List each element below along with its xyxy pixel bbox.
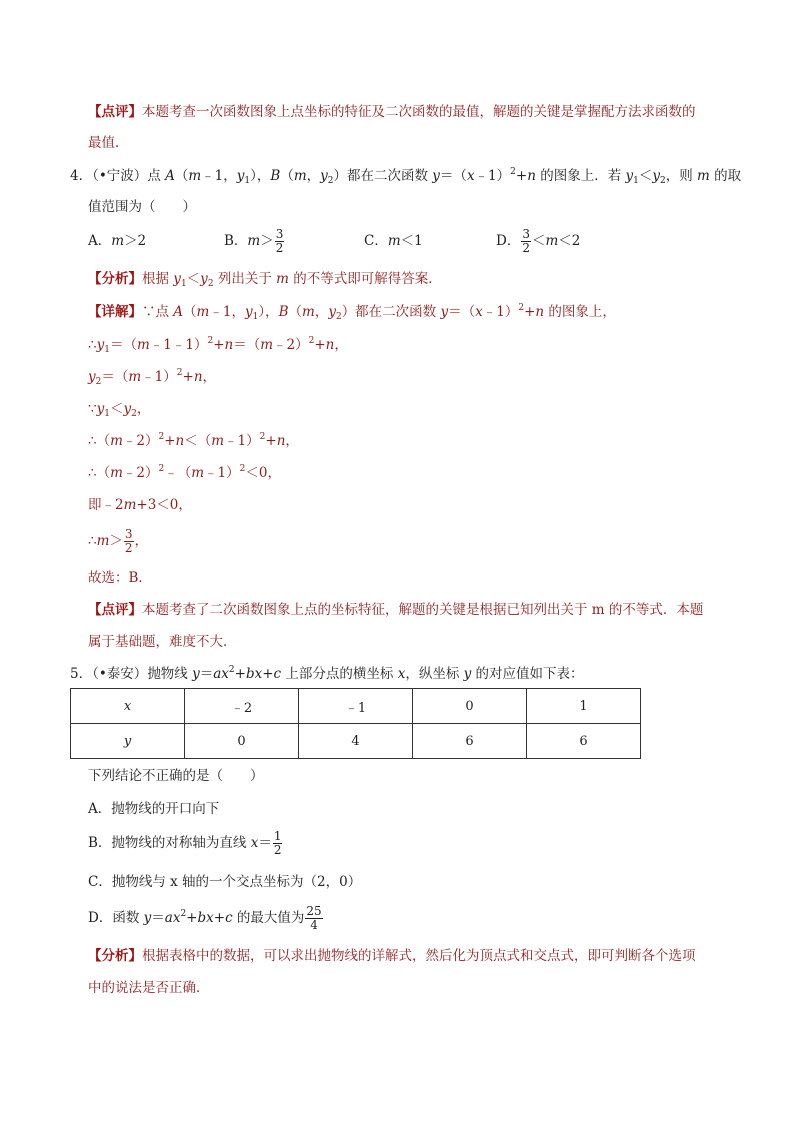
q4-option-b: B．m＞ $\frac{3}{2}$ — [224, 227, 284, 255]
q4-detail-line-6: ∴（m﹣2）$^2$﹣（m﹣1）$^2$＜0， — [88, 464, 281, 481]
table-cell: 1 — [527, 689, 641, 724]
q4-analysis: 【分析】根据 $y_1<y_2$ 列出关于 m 的不等式即可解得答案． — [88, 271, 442, 289]
comment-line-2: 最值． — [88, 135, 129, 151]
q5-option-a: A．抛物线的开口向下 — [88, 801, 220, 817]
q4-option-d: D． $\frac{3}{2}$ ＜m＜2 — [496, 227, 581, 255]
q4-detail-line-2: $\therefore y_1=(m﹣1﹣1)^2+n=(m﹣2)^2+n$， — [88, 336, 348, 355]
q4-stem-line-1: 4．（•宁波）点 A（m﹣1，$y_1$），B（m，$y_2$）都在二次函数 y＝（x﹣1）$^2$+n 的图象上．若 $y_1<y_2$，则 m 的取 — [70, 167, 742, 186]
table-cell: ﹣1 — [299, 689, 413, 724]
table-header-y: y — [71, 724, 185, 759]
q4-detail-line-8: ∴m＞ $\frac{3}{2}$ ， — [88, 527, 149, 555]
q5-analysis-line-2: 中的说法是否正确． — [88, 980, 210, 996]
q4-detail-line-3: $y_2=(m﹣1)^2+n$， — [88, 368, 217, 387]
q4-answer: 故选：B． — [88, 570, 152, 586]
table-row — [71, 724, 641, 759]
q4-detail-line-5: ∴（m﹣2）$^2$+n＜（m﹣1）$^2$+n， — [88, 432, 299, 449]
q4-detail-line-7: 即﹣2m+3＜0， — [88, 497, 192, 513]
q5-option-d: D．函数 $y=ax^2+bx+c$ 的最大值为 $\frac{25}{4}$ — [88, 904, 322, 932]
q5-option-c: C．抛物线与 x 轴的一个交点坐标为（2，0） — [88, 874, 362, 890]
q5-prompt: 下列结论不正确的是（ ） — [88, 768, 264, 784]
q4-option-c: C．m＜1 — [364, 233, 423, 249]
comment-line-1: 【点评】本题考查一次函数图象上点坐标的特征及二次函数的最值，解题的关键是掌握配方法求函数的 — [88, 104, 696, 120]
table-cell: ﹣2 — [185, 689, 299, 724]
table-cell: 4 — [299, 724, 413, 759]
table-row — [71, 689, 641, 724]
q4-detail-line-4: $\because y_1<y_2$， — [88, 401, 151, 419]
q4-comment-line-2: 属于基础题，难度不大． — [88, 634, 237, 650]
q4-detail-line-1: 【详解】∵点 A（m﹣1，$y_1$），B（m，$y_2$）都在二次函数 y＝（x﹣1）$^2$+n 的图象上， — [88, 303, 616, 322]
q5-analysis-line-1: 【分析】根据表格中的数据，可以求出抛物线的详解式，然后化为顶点式和交点式，即可判断各个选项 — [88, 948, 696, 964]
table-cell: 6 — [527, 724, 641, 759]
q5-stem: 5．（•泰安）抛物线 $y=ax^2+bx+c$ 上部分点的横坐标 x，纵坐标 y 的对应值如下表： — [70, 665, 584, 682]
q4-comment-line-1: 【点评】本题考查了二次函数图象上点的坐标特征，解题的关键是根据已知列出关于 m 的不等式．本题 — [88, 602, 704, 618]
table-cell: 0 — [413, 689, 527, 724]
q4-option-a: A．m＞2 — [88, 233, 147, 249]
q5-option-b: B．抛物线的对称轴为直线 x＝ $\frac{1}{2}$ — [88, 829, 282, 857]
table-cell: 0 — [185, 724, 299, 759]
table-cell: 6 — [413, 724, 527, 759]
q4-stem-line-2: 值范围为（ ） — [88, 199, 196, 215]
value-table — [70, 688, 641, 759]
table-header-x: x — [71, 689, 185, 724]
